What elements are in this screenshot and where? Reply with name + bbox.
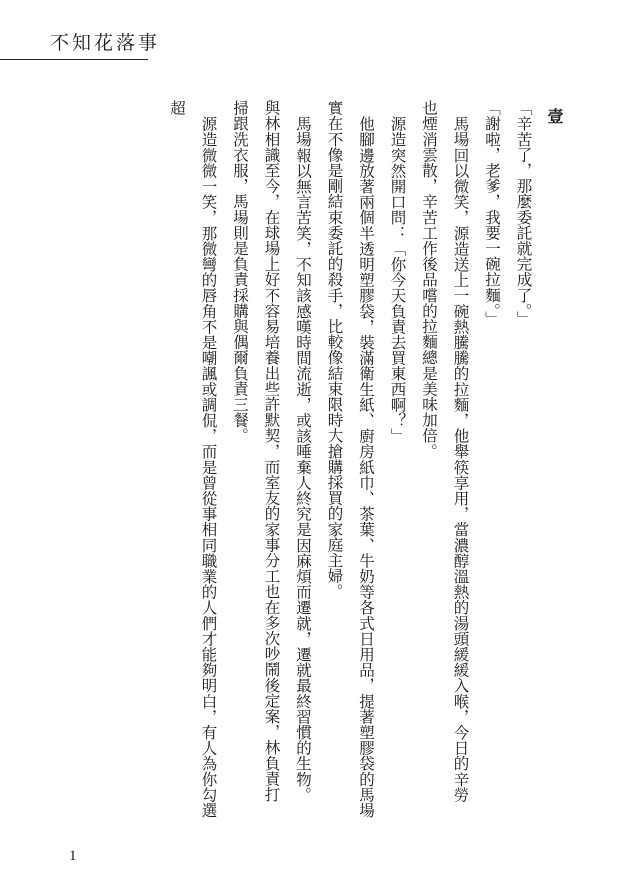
paragraph: 馬場回以微笑，源造送上一碗熱騰騰的拉麵，他舉筷享用，當濃醇溫熱的湯頭緩緩入喉，今日的辛勞也煙消雲散，辛苦工作後品嚐的拉麵總是美味加倍。 [420, 100, 470, 802]
paragraph: 他腳邊放著兩個半透明塑膠袋，裝滿衛生紙、廚房紙巾、茶葉、牛奶等各式日用品，提著塑膠袋的馬場實在不像是剛結束委託的殺手，比較像結束限時大搶購採買的家庭主婦。 [325, 100, 375, 818]
dialogue-line: 「辛苦了，那麼委託就完成了。」 [514, 100, 533, 327]
running-header-title: 不知花落事 [50, 32, 161, 54]
dialogue-line: 「謝啦，老爹，我要一碗拉麵。」 [483, 100, 501, 327]
chapter-heading: 壹 [545, 108, 564, 125]
vertical-text-body [60, 100, 570, 830]
paragraph: 馬場報以無言苦笑，不知該感嘆時間流逝，或該唾棄人終究是因麻煩而遷就，遷就最終習慣的生物。與林相識至今，在球場上好不容易培養出些許默契，而室友的家事分工也在多次吵鬧後定案，林負責打掃跟洗衣服，馬場則是負責採購與偶爾負責三餐。 [231, 100, 312, 802]
header-rule [0, 59, 148, 60]
page-number: 1 [69, 848, 77, 864]
paragraph: 源造突然開口問：「你今天負責去買東西啊？」 [388, 115, 407, 444]
paragraph: 源造微微一笑，那微彎的唇角不是嘲諷或調侃，而是曾從事相同職業的人們才能夠明白，有人為你勾選超 [168, 100, 218, 818]
